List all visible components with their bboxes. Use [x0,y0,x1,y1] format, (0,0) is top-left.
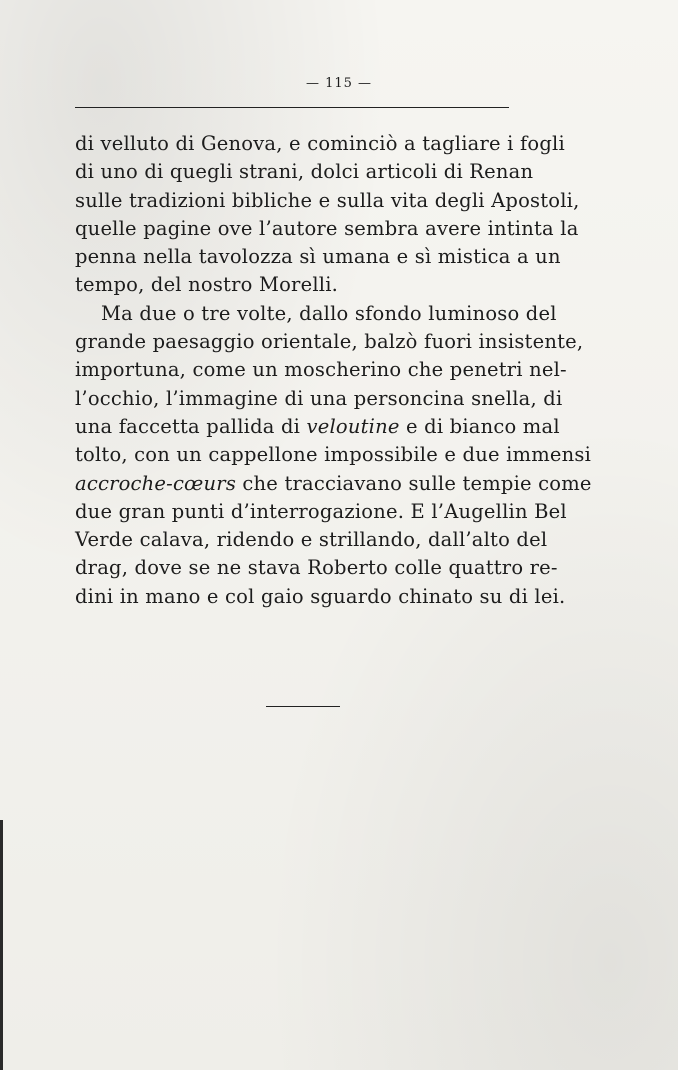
page-number: — 115 — [305,76,373,91]
italic-word: veloutine [306,414,400,438]
paragraph-1 [75,130,580,300]
body-text [75,130,592,611]
text-line: tolto, con un cappellone impossibile e due immensi [75,443,592,467]
text-segment: una faccetta pallida di [75,414,307,438]
text-line: tempo, del nostro Morelli. [75,273,339,297]
text-line: di velluto di Genova, e cominciò a tagliare i fogli [75,132,565,155]
end-rule [266,706,340,707]
italic-word: accroche-cœurs [75,471,237,495]
header-rule [75,107,509,108]
text-line: due gran punti d’interrogazione. E l’Augellin Bel [75,499,567,523]
text-line: di uno di quegli strani, dolci articoli di Renan [75,160,534,184]
page-edge-shadow [0,820,3,1070]
text-segment: e di bianco mal [399,414,560,438]
paragraph-2 [75,300,592,611]
text-line: grande paesaggio orientale, balzò fuori insistente, [75,330,584,354]
text-line: l’occhio, l’immagine di una personcina snella, di [75,386,563,410]
text-line: sulle tradizioni bibliche e sulla vita degli Apostoli, [75,188,580,212]
text-line: Verde calava, ridendo e strillando, dall’alto del [75,528,548,552]
text-line: importuna, come un moscherino che penetri nel- [75,358,567,382]
text-line: penna nella tavolozza sì umana e sì mistica a un [75,245,561,269]
text-line [75,413,560,441]
text-line: dini in mano e col gaio sguardo chinato su di lei. [75,584,566,608]
text-line: quelle pagine ove l’autore sembra avere intinta la [75,216,579,240]
text-line: drag, dove se ne stava Roberto colle quattro re- [75,556,558,580]
text-line [75,470,592,498]
text-segment: che tracciavano sulle tempie come [236,471,592,495]
text-line: Ma due o tre volte, dallo sfondo luminoso del [101,301,557,325]
